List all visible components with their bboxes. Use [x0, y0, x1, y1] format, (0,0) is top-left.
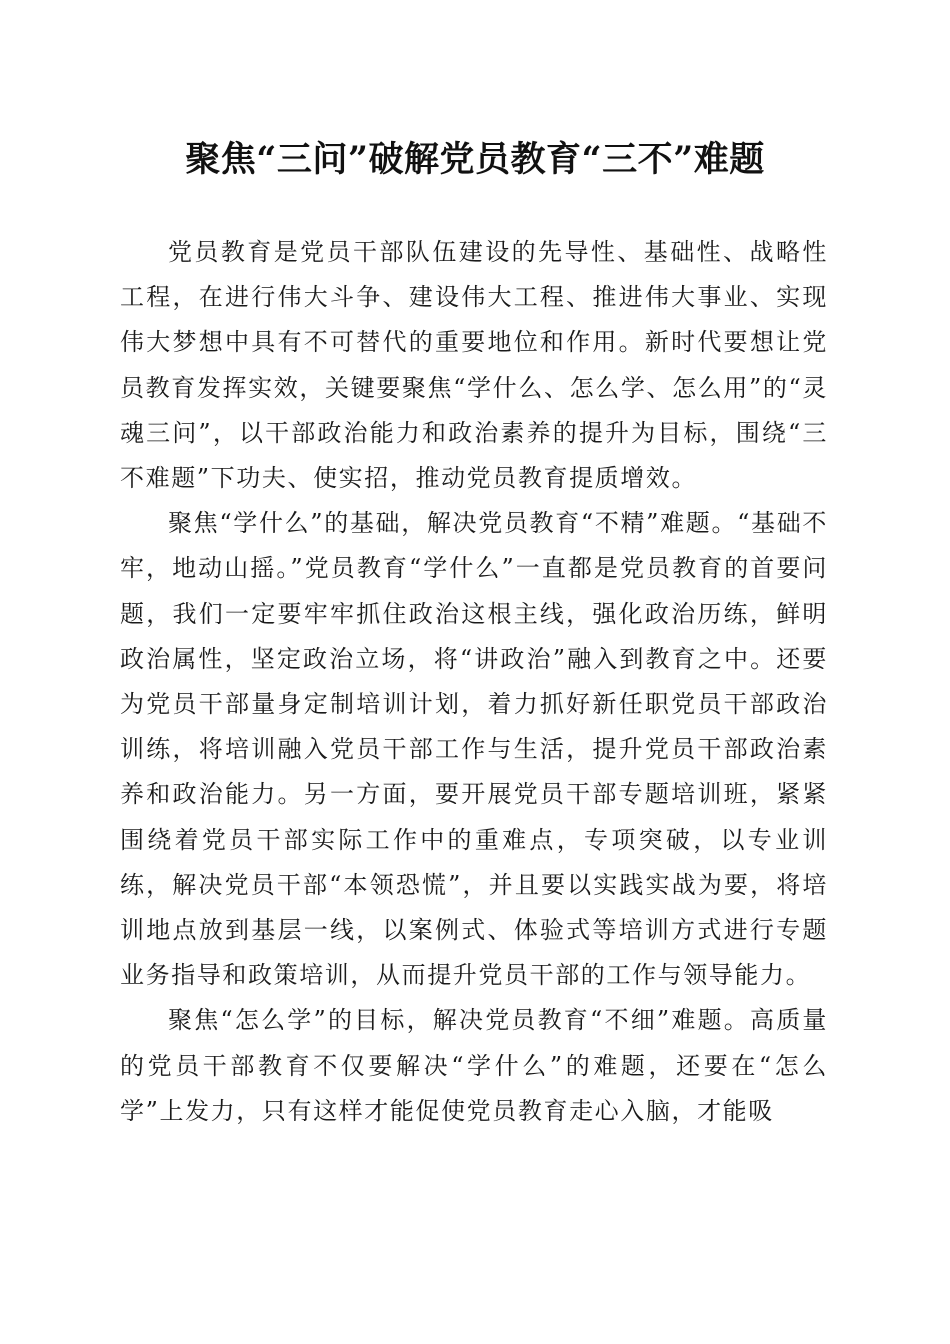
- document-body: [120, 230, 828, 1134]
- paragraph-how-to-learn: 聚焦“怎么学”的目标，解决党员教育“不细”难题。高质量的党员干部教育不仅要解决“学什么”的难题，还要在“怎么学”上发力，只有这样才能促使党员教育走心入脑，才能吸: [120, 1006, 828, 1125]
- document-title: 聚焦“三问”破解党员教育“三不”难题: [185, 139, 765, 180]
- paragraph-intro: 党员教育是党员干部队伍建设的先导性、基础性、战略性工程，在进行伟大斗争、建设伟大工程、推进伟大事业、实现伟大梦想中具有不可替代的重要地位和作用。新时代要想让党员教育发挥实效，关键要聚焦“学什么、怎么学、怎么用”的“灵魂三问”，以干部政治能力和政治素养的提升为目标，围绕“三不难题”下功夫、使实招，推动党员教育提质增效。: [120, 238, 828, 493]
- paragraph-what-to-learn: 聚焦“学什么”的基础，解决党员教育“不精”难题。“基础不牢，地动山摇。”党员教育“学什么”一直都是党员教育的首要问题，我们一定要牢牢抓住政治这根主线，强化政治历练，鲜明政治属性，坚定政治立场，将“讲政治”融入到教育之中。还要为党员干部量身定制培训计划，着力抓好新任职党员干部政治训练，将培训融入党员干部工作与生活，提升党员干部政治素养和政治能力。另一方面，要开展党员干部专题培训班，紧紧围绕着党员干部实际工作中的重难点，专项突破，以专业训练，解决党员干部“本领恐慌”，并且要以实践实战为要，将培训地点放到基层一线，以案例式、体验式等培训方式进行专题业务指导和政策培训，从而提升党员干部的工作与领导能力。: [120, 509, 828, 990]
